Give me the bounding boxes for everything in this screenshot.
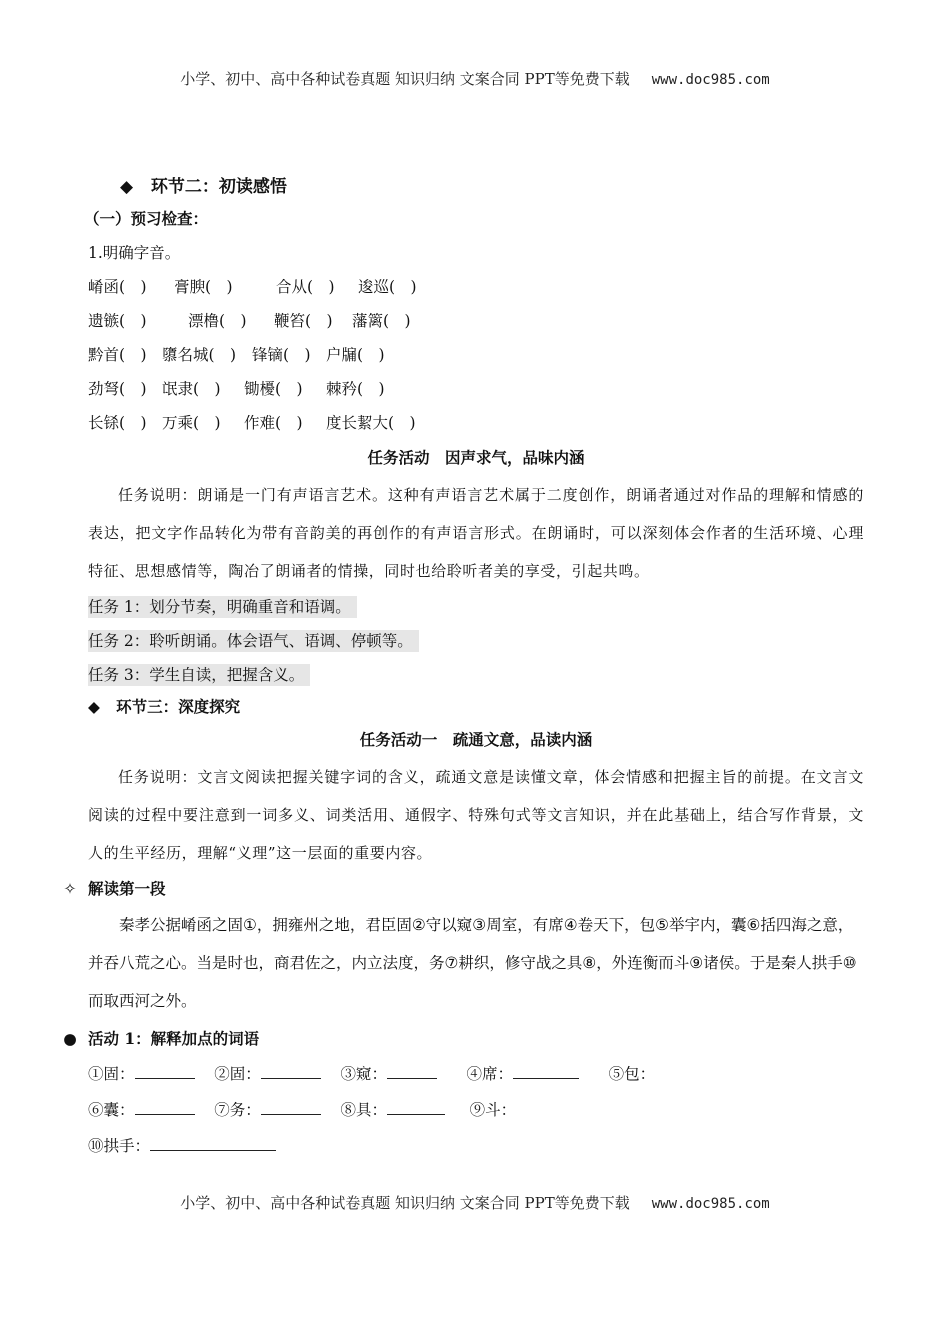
page-header [0, 68, 950, 89]
answer-blank[interactable] [150, 1132, 276, 1151]
diamond-icon: ◆ [88, 697, 100, 716]
activity-1-heading: ● 活动 1：解释加点的词语 [52, 1022, 864, 1056]
pronounce-cell: 逡巡( ) [358, 278, 417, 296]
bullet-icon: ● [63, 1030, 77, 1048]
pronounce-row [88, 372, 864, 406]
pronounce-cell: 锄櫌( ) [244, 380, 303, 398]
pronounce-row [88, 338, 864, 372]
pronounce-cell: 遗镞( ) [88, 312, 147, 330]
pronounce-cell: 黔首( ) [88, 346, 147, 364]
activity-title: 任务活动 因声求气，品味内涵 [367, 448, 585, 467]
diamond-icon: ◆ [120, 177, 134, 197]
answer-blank[interactable] [513, 1060, 579, 1079]
task-item: 任务 1：划分节奏，明确重音和语调。 [88, 590, 864, 624]
classical-passage: 秦孝公据崤函之固①，拥雍州之地，君臣固②守以窥③周室，有席④卷天下，包⑤举宇内，囊⑥括四海之意，并吞八荒之心。当是时也，商君佐之，内立法度，务⑦耕织，修守战之具⑧，外连衡而斗⑨诸侯。于是秦人拱手⑩而取西河之外。 [88, 916, 857, 1010]
pronounce-cell: 劲弩( ) [88, 380, 147, 398]
answer-blank[interactable] [387, 1060, 437, 1079]
answer-blank[interactable] [261, 1096, 321, 1115]
pronounce-cell: 膏腴( ) [174, 278, 233, 296]
pronounce-cell: 藩篱( ) [352, 312, 411, 330]
sparkle-icon: ✧ [63, 880, 77, 898]
activity-description: 任务说明：朗诵是一门有声语言艺术。这种有声语言艺术属于二度创作，朗诵者通过对作品的理解和情感的表达，把文字作品转化为带有音韵美的再创作的有声语言形式。在朗诵时，可以深刻体会作者的生活环境、心理特征、思想感情等，陶冶了朗诵者的情操，同时也给聆听者美的享受，引起共鸣。 [88, 486, 864, 580]
answer-row: ①固： ②固： ③窥： ④席： ⑤包： [88, 1056, 864, 1092]
header-text: 小学、初中、高中各种试卷真题 知识归纳 文案合同 PPT等免费下载 [180, 70, 630, 88]
pronounce-cell: 锋镝( ) [252, 346, 311, 364]
document-body [63, 172, 864, 1164]
activity-description: 任务说明：文言文阅读把握关键字词的含义，疏通文意是读懂文章，体会情感和把握主旨的前提。在文言文阅读的过程中要注意到一词多义、词类活用、通假字、特殊句式等文言知识，并在此基础上，结合写作背景，文人的生平经历，理解“义理”这一层面的重要内容。 [88, 768, 864, 862]
answer-blank[interactable] [387, 1096, 445, 1115]
section-3-heading: ◆ 环节三：深度探究 [88, 697, 241, 716]
header-url[interactable]: www.doc985.com [651, 72, 770, 88]
answer-row: ⑥囊： ⑦务： ⑧具： ⑨斗： [88, 1092, 864, 1128]
pronounce-row [88, 270, 864, 304]
pronounce-row [88, 406, 864, 440]
task-item: 任务 3：学生自读，把握含义。 [88, 658, 864, 692]
pronounce-row [88, 304, 864, 338]
page-footer [0, 1192, 950, 1213]
preview-heading: （一）预习检查： [84, 209, 209, 228]
answer-row: ⑩拱手： [88, 1128, 864, 1164]
preview-item-1: 1.明确字音。 [88, 244, 181, 262]
pronounce-cell: 长铩( ) [88, 414, 147, 432]
pronounce-cell: 万乘( ) [162, 414, 221, 432]
answer-blank[interactable] [135, 1096, 195, 1115]
answer-blank[interactable] [135, 1060, 195, 1079]
task-item: 任务 2：聆听朗诵。体会语气、语调、停顿等。 [88, 624, 864, 658]
footer-text: 小学、初中、高中各种试卷真题 知识归纳 文案合同 PPT等免费下载 [180, 1194, 630, 1212]
part-1-heading: ✧ 解读第一段 [52, 872, 864, 906]
pronounce-cell: 合从( ) [276, 278, 335, 296]
pronounce-cell: 棘矜( ) [326, 380, 385, 398]
answer-blank[interactable] [261, 1060, 321, 1079]
pronunciation-table [88, 270, 864, 440]
pronounce-cell: 崤函( ) [88, 278, 147, 296]
section-2-heading: ◆ 环节二：初读感悟 [120, 177, 287, 197]
pronounce-cell: 鞭笞( ) [274, 312, 333, 330]
pronounce-cell: 隳名城( ) [162, 346, 237, 364]
pronounce-cell: 作难( ) [244, 414, 303, 432]
pronounce-cell: 漂橹( ) [188, 312, 247, 330]
pronounce-cell: 户牖( ) [326, 346, 385, 364]
activity-title: 任务活动一 疏通文意，品读内涵 [359, 730, 593, 749]
footer-url[interactable]: www.doc985.com [651, 1196, 770, 1212]
pronounce-cell: 度长絜大( ) [326, 414, 416, 432]
pronounce-cell: 氓隶( ) [162, 380, 221, 398]
